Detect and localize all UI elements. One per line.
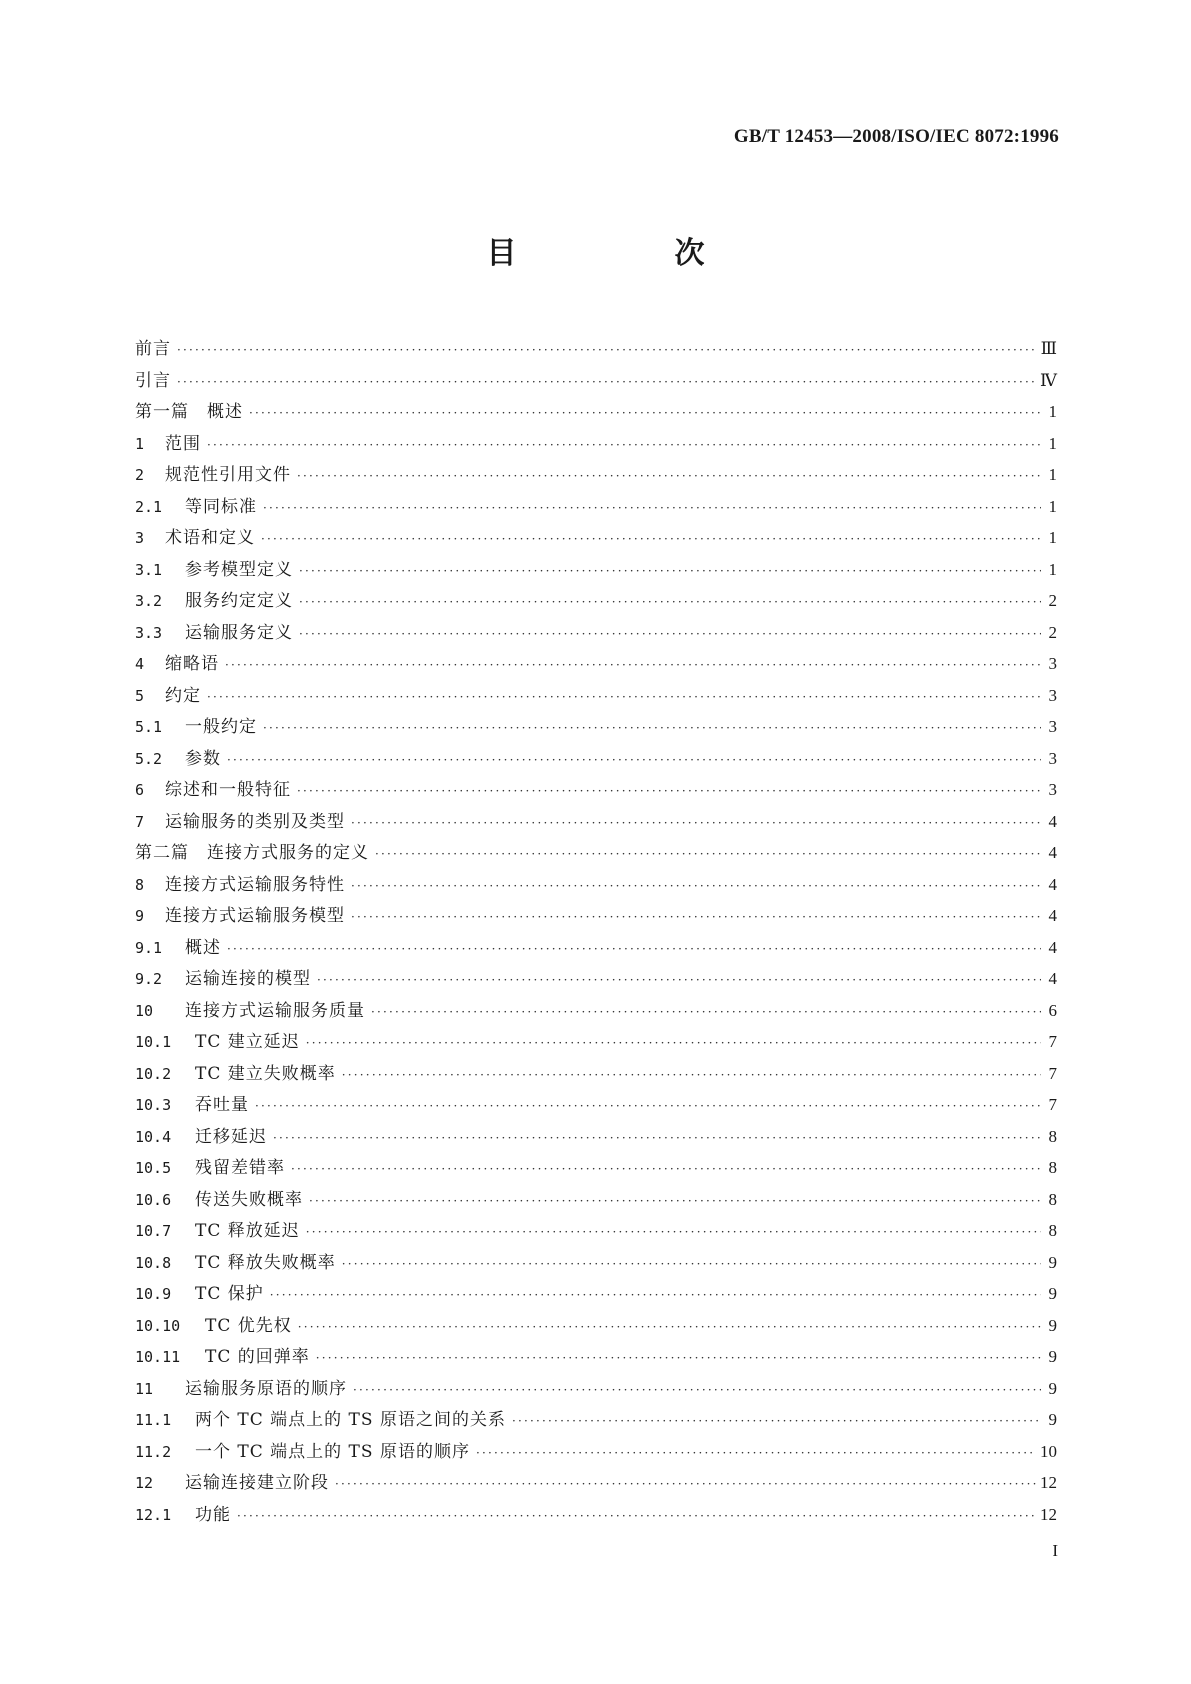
toc-entry-label: 参考模型定义 <box>185 559 293 580</box>
toc-entry-number: 5 <box>135 686 145 705</box>
toc-entry-number: 2.1 <box>135 497 163 516</box>
toc-entry[interactable] <box>135 428 1057 460</box>
toc-entry-label: TC 释放失败概率 <box>195 1252 336 1273</box>
toc-entry-label: 规范性引用文件 <box>165 465 291 485</box>
toc-entry-label: 前言 <box>135 339 171 359</box>
toc-entry-page: 4 <box>1048 843 1057 862</box>
toc-entry-label: TC 优先权 <box>205 1315 292 1336</box>
toc-entry-label: 缩略语 <box>165 654 219 674</box>
toc-entry-number: 10.7 <box>135 1222 172 1240</box>
toc-entry-number: 11 <box>135 1379 154 1398</box>
toc-entry-number: 10.8 <box>135 1253 172 1272</box>
toc-leader-dots <box>342 1060 1041 1092</box>
toc-entry-label: 一般约定 <box>185 717 257 737</box>
toc-entry-page: 1 <box>1048 496 1057 516</box>
toc-entry-page: 4 <box>1048 969 1057 988</box>
toc-entry-page: 1 <box>1048 433 1057 453</box>
toc-entry[interactable] <box>135 365 1057 397</box>
toc-entry-label: TC 保护 <box>195 1284 264 1304</box>
toc-entry-number: 4 <box>135 655 145 673</box>
toc-entry[interactable] <box>135 1152 1057 1184</box>
toc-entry-label: 第一篇 概述 <box>135 402 243 422</box>
toc-entry[interactable] <box>135 932 1057 964</box>
toc-entry-label: 引言 <box>135 370 171 391</box>
toc-entry-page: 2 <box>1048 591 1057 610</box>
toc-entry[interactable] <box>135 1373 1057 1405</box>
toc-entry[interactable] <box>135 1278 1057 1310</box>
toc-entry-page: 7 <box>1048 1063 1057 1083</box>
toc-entry-label: 范围 <box>165 433 201 454</box>
toc-entry-number: 6 <box>135 781 145 799</box>
toc-entry[interactable] <box>135 1089 1057 1121</box>
toc-entry-label: TC 释放延迟 <box>195 1221 300 1241</box>
toc-leader-dots <box>291 1154 1041 1186</box>
toc-entry-number: 10.6 <box>135 1190 172 1209</box>
toc-entry[interactable] <box>135 774 1057 806</box>
toc-entry-page: 10 <box>1040 1441 1057 1461</box>
toc-entry-label: 运输服务的类别及类型 <box>165 811 345 832</box>
toc-entry-label: 运输连接建立阶段 <box>185 1473 329 1493</box>
toc-entry-label: 第二篇 连接方式服务的定义 <box>135 843 369 863</box>
toc-entry-page: 6 <box>1048 1000 1057 1020</box>
toc-leader-dots <box>263 713 1041 745</box>
toc-entry[interactable] <box>135 900 1057 932</box>
toc-entry[interactable] <box>135 554 1057 586</box>
toc-entry[interactable] <box>135 806 1057 838</box>
toc-entry-page: 7 <box>1048 1032 1057 1051</box>
toc-entry[interactable] <box>135 1436 1057 1468</box>
toc-entry-page: 12 <box>1040 1473 1057 1492</box>
toc-entry-number: 9 <box>135 907 145 925</box>
toc-entry-number: 9.2 <box>135 970 163 988</box>
toc-entry-label: 约定 <box>165 685 201 706</box>
toc-entry[interactable] <box>135 585 1057 617</box>
toc-entry[interactable] <box>135 396 1057 428</box>
toc-leader-dots <box>227 745 1041 777</box>
toc-entry[interactable] <box>135 743 1057 775</box>
toc-entry-label: 等同标准 <box>185 496 257 517</box>
toc-entry-number: 10.5 <box>135 1159 172 1177</box>
toc-entry-label: 一个 TC 端点上的 TS 原语的顺序 <box>195 1441 470 1462</box>
toc-entry[interactable] <box>135 1404 1057 1436</box>
toc-entry-number: 10.2 <box>135 1064 172 1083</box>
toc-entry-page: 9 <box>1048 1378 1057 1398</box>
toc-entry-page: 4 <box>1048 811 1057 831</box>
toc-entry[interactable] <box>135 1026 1057 1058</box>
toc-leader-dots <box>371 997 1041 1029</box>
toc-entry[interactable] <box>135 1247 1057 1279</box>
toc-leader-dots <box>512 1406 1041 1438</box>
toc-entry-label: 残留差错率 <box>195 1158 285 1178</box>
toc-leader-dots <box>297 776 1041 808</box>
toc-entry-page: 3 <box>1048 748 1057 768</box>
toc-entry-label: TC 建立失败概率 <box>195 1063 336 1084</box>
toc-entry[interactable] <box>135 1215 1057 1247</box>
toc-entry[interactable] <box>135 1121 1057 1153</box>
toc-entry-page: 12 <box>1040 1504 1057 1524</box>
toc-leader-dots <box>207 682 1041 714</box>
toc-entry-number: 1 <box>135 434 145 453</box>
toc-entry-label: 概述 <box>185 937 221 958</box>
toc-entry-number: 12.1 <box>135 1505 172 1524</box>
toc-entry-page: 1 <box>1048 528 1057 547</box>
toc-entry[interactable] <box>135 1184 1057 1216</box>
toc-leader-dots <box>273 1123 1041 1155</box>
toc-entry-page: 3 <box>1048 685 1057 705</box>
toc-entry[interactable] <box>135 1467 1057 1499</box>
toc-leader-dots <box>375 839 1041 871</box>
toc-leader-dots <box>298 1312 1041 1344</box>
toc-entry-page: 3 <box>1048 654 1057 673</box>
toc-entry[interactable] <box>135 648 1057 680</box>
toc-entry-label: 参数 <box>185 748 221 769</box>
toc-entry[interactable] <box>135 1058 1057 1090</box>
toc-entry-page: 8 <box>1048 1221 1057 1240</box>
toc-entry-page: 9 <box>1048 1252 1057 1272</box>
toc-entry-page: 9 <box>1048 1347 1057 1366</box>
toc-entry-page: Ⅲ <box>1040 339 1057 358</box>
page-number: I <box>1052 1541 1058 1560</box>
toc-entry-page: 3 <box>1048 780 1057 799</box>
toc-entry-label: 连接方式运输服务模型 <box>165 906 345 926</box>
toc-entry-number: 3.2 <box>135 592 163 610</box>
toc-entry[interactable] <box>135 617 1057 649</box>
toc-entry-number: 10.4 <box>135 1127 172 1146</box>
toc-entry-label: 传送失败概率 <box>195 1189 303 1210</box>
toc-leader-dots <box>476 1438 1036 1470</box>
toc-entry-page: 7 <box>1048 1095 1057 1114</box>
toc-leader-dots <box>351 808 1041 840</box>
toc-leader-dots <box>342 1249 1041 1281</box>
toc-entry[interactable] <box>135 995 1057 1027</box>
toc-leader-dots <box>306 1028 1041 1060</box>
toc-leader-dots <box>261 524 1041 556</box>
toc-entry-page: Ⅳ <box>1040 370 1057 390</box>
toc-entry-page: 1 <box>1048 402 1057 421</box>
standard-code: GB/T 12453—2008/ISO/IEC 8072:1996 <box>733 126 1059 147</box>
toc-entry-label: 连接方式运输服务质量 <box>185 1000 365 1021</box>
toc-entry-page: 4 <box>1048 906 1057 925</box>
toc-leader-dots <box>297 461 1041 493</box>
toc-entry-page: 4 <box>1048 937 1057 957</box>
toc-leader-dots <box>351 871 1041 903</box>
page-title: 目 次 <box>486 236 769 271</box>
toc-entry-number: 12 <box>135 1474 154 1492</box>
toc-entry-label: 功能 <box>195 1504 231 1525</box>
toc-entry-number: 10.11 <box>135 1348 181 1366</box>
toc-entry[interactable] <box>135 333 1057 365</box>
toc-entry-label: 吞吐量 <box>195 1095 249 1115</box>
toc-leader-dots <box>299 587 1041 619</box>
toc-entry-label: 服务约定定义 <box>185 591 293 611</box>
toc-leader-dots <box>177 367 1036 399</box>
toc-entry[interactable] <box>135 837 1057 869</box>
toc-entry-page: 1 <box>1048 559 1057 579</box>
toc-entry[interactable] <box>135 459 1057 491</box>
toc-entry-number: 10.10 <box>135 1316 181 1335</box>
toc-entry-page: 8 <box>1048 1158 1057 1177</box>
toc-entry[interactable] <box>135 1499 1057 1531</box>
toc-entry[interactable] <box>135 491 1057 523</box>
toc-leader-dots <box>317 965 1041 997</box>
toc-leader-dots <box>177 335 1037 367</box>
toc-entry[interactable] <box>135 711 1057 743</box>
toc-entry-number: 2 <box>135 466 145 484</box>
toc-leader-dots <box>353 1375 1041 1407</box>
toc-entry[interactable] <box>135 1341 1057 1373</box>
toc-entry-number: 10.3 <box>135 1096 172 1114</box>
toc-leader-dots <box>255 1091 1041 1123</box>
toc-entry-page: 8 <box>1048 1189 1057 1209</box>
toc-entry-label: 运输服务定义 <box>185 622 293 643</box>
toc-entry-page: 9 <box>1048 1284 1057 1303</box>
toc-entry-label: 综述和一般特征 <box>165 780 291 800</box>
toc-entry-label: 两个 TC 端点上的 TS 原语之间的关系 <box>195 1410 506 1430</box>
toc-entry-number: 9.1 <box>135 938 163 957</box>
toc-entry-number: 3.3 <box>135 623 163 642</box>
toc-leader-dots <box>299 556 1041 588</box>
toc-entry-label: 连接方式运输服务特性 <box>165 874 345 895</box>
toc-leader-dots <box>227 934 1041 966</box>
toc-entry-number: 3.1 <box>135 560 163 579</box>
toc-entry-page: 9 <box>1048 1315 1057 1335</box>
toc-entry-number: 8 <box>135 875 145 894</box>
toc-leader-dots <box>351 902 1041 934</box>
table-of-contents <box>135 333 1057 1530</box>
toc-entry-number: 5.2 <box>135 749 163 768</box>
toc-entry-number: 10.1 <box>135 1033 172 1051</box>
toc-entry-page: 1 <box>1048 465 1057 484</box>
toc-entry-number: 10 <box>135 1001 154 1020</box>
toc-entry[interactable] <box>135 680 1057 712</box>
toc-entry[interactable] <box>135 522 1057 554</box>
toc-entry-number: 11.2 <box>135 1442 172 1461</box>
toc-leader-dots <box>309 1186 1041 1218</box>
toc-leader-dots <box>237 1501 1036 1533</box>
toc-entry[interactable] <box>135 1310 1057 1342</box>
toc-entry-number: 10.9 <box>135 1285 172 1303</box>
toc-entry-label: TC 建立延迟 <box>195 1032 300 1052</box>
toc-entry-number: 3 <box>135 529 145 547</box>
toc-entry-page: 8 <box>1048 1126 1057 1146</box>
toc-entry-label: 运输服务原语的顺序 <box>185 1378 347 1399</box>
toc-leader-dots <box>306 1217 1041 1249</box>
toc-leader-dots <box>249 398 1041 430</box>
toc-leader-dots <box>270 1280 1041 1312</box>
toc-entry-page: 3 <box>1048 717 1057 736</box>
toc-entry-page: 9 <box>1048 1410 1057 1429</box>
toc-leader-dots <box>316 1343 1041 1375</box>
toc-leader-dots <box>263 493 1041 525</box>
toc-entry[interactable] <box>135 869 1057 901</box>
toc-leader-dots <box>207 430 1041 462</box>
toc-entry-label: 运输连接的模型 <box>185 969 311 989</box>
toc-entry-label: 迁移延迟 <box>195 1126 267 1147</box>
toc-entry-page: 2 <box>1048 622 1057 642</box>
toc-entry[interactable] <box>135 963 1057 995</box>
toc-leader-dots <box>299 619 1041 651</box>
toc-leader-dots <box>225 650 1041 682</box>
toc-entry-page: 4 <box>1048 874 1057 894</box>
toc-entry-number: 11.1 <box>135 1411 172 1429</box>
toc-entry-number: 7 <box>135 812 145 831</box>
toc-entry-label: 术语和定义 <box>165 528 255 548</box>
toc-entry-number: 5.1 <box>135 718 163 736</box>
toc-entry-label: TC 的回弹率 <box>205 1347 310 1367</box>
toc-leader-dots <box>335 1469 1036 1501</box>
